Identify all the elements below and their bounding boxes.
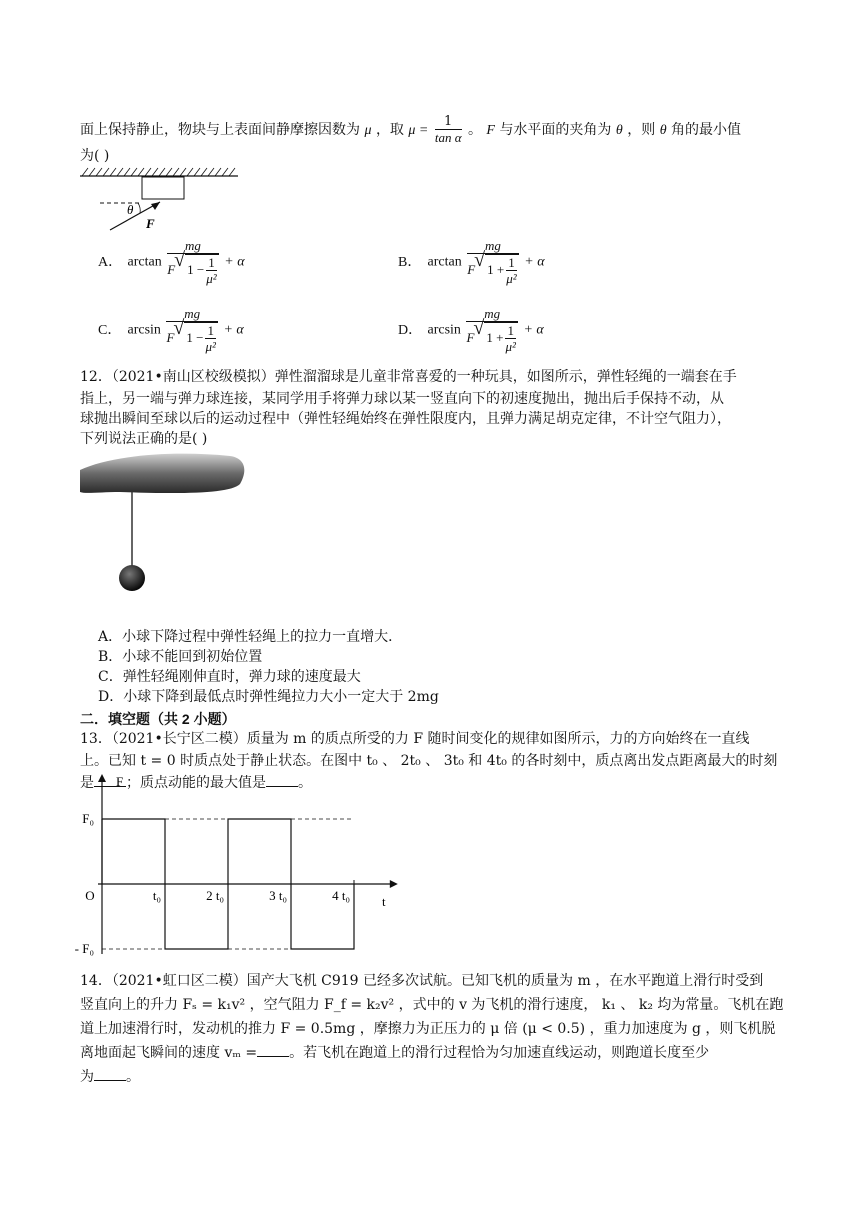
q13-text: 。 — [298, 775, 312, 791]
ytick-label: F₀ — [82, 811, 94, 826]
q12-option-c[interactable]: C．弹性轻绳刚伸直时，弹力球的速度最大 — [98, 669, 361, 685]
q11-stem-line2: 为( ) — [80, 148, 110, 164]
den-F: F — [166, 329, 175, 345]
x-axis-arrow — [390, 880, 398, 888]
theta-symbol: θ — [659, 123, 667, 138]
sqrt — [484, 322, 518, 355]
x-axis-label: t — [381, 894, 386, 909]
option-func: arctan — [127, 254, 162, 270]
figure-theta-label: θ — [127, 202, 134, 217]
origin-label: O — [85, 888, 95, 903]
mu-fraction — [435, 114, 462, 146]
force-arrowhead — [151, 202, 160, 210]
inner-den: μ² — [205, 339, 216, 354]
fraction-denominator: tan α — [434, 130, 462, 145]
q14-stem-line5 — [80, 1068, 140, 1086]
sqrt-inner: 1 + — [486, 329, 504, 345]
option-func: arcsin — [127, 322, 161, 338]
q14-stem-line3: 道上加速滑行时，发动机的推力 F = 0.5mg ，摩擦力为正压力的 μ 倍 (μ < 0.5) ，重力加速度为 g ，则飞机脱 — [80, 1021, 776, 1037]
q11-text: 面上保持静止，物块与上表面间静摩擦因数为 — [80, 122, 360, 138]
q14-text: 。 — [126, 1069, 140, 1085]
fraction-numerator: 1 — [435, 114, 462, 130]
q13-stem-line3 — [80, 774, 312, 792]
xtick-label: 4 t₀ — [332, 888, 350, 903]
option-fraction — [167, 238, 219, 287]
q12-stem-line3: 球抛出瞬间至球以后的运动过程中（弹性轻绳始终在弹性限度内，且弹力满足胡克定律，不计空气阻力）， — [80, 411, 731, 427]
q11-option-d[interactable] — [398, 306, 544, 355]
option-label: C． — [98, 322, 122, 338]
option-fraction — [467, 238, 519, 287]
sqrt-inner: 1 − — [187, 261, 205, 277]
mu-symbol: μ — [364, 123, 372, 138]
mu-equation: μ = — [408, 123, 429, 138]
den-F: F — [167, 261, 176, 277]
inner-num: 1 — [507, 323, 514, 338]
option-label: A． — [98, 254, 123, 270]
q12-stem-line2: 指上，另一端与弹力球连接，某同学用手将弹力球以某一竖直向下的初速度抛出，抛出后手保持不动，从 — [80, 391, 724, 407]
option-numerator: mg — [166, 306, 218, 322]
q13-text: ；质点动能的最大值是 — [126, 775, 266, 791]
q11-text: ，取 — [375, 122, 404, 138]
xtick-label: t₀ — [152, 888, 161, 903]
q12-option-b[interactable]: B．小球不能回到初始位置 — [98, 649, 263, 665]
q11-option-b[interactable] — [398, 238, 545, 287]
q14-text: 。若飞机在跑道上的滑行过程恰为匀加速直线运动，则跑道长度至少 — [289, 1045, 710, 1061]
sqrt-inner: 1 + — [487, 261, 505, 277]
inner-num: 1 — [208, 255, 215, 270]
option-numerator: mg — [167, 238, 219, 254]
q11-text: 与水平面的夹角为 — [499, 122, 612, 138]
inner-den: μ² — [206, 271, 217, 286]
q14-text: 离地面起飞瞬间的速度 vₘ = — [80, 1045, 258, 1061]
option-tail: + α — [224, 254, 245, 270]
q14-stem-line4 — [80, 1044, 709, 1062]
den-F: F — [467, 261, 476, 277]
ceiling-hatch — [82, 168, 235, 176]
option-denominator — [466, 322, 518, 355]
yoyo-ball-photo — [80, 448, 250, 593]
ball — [119, 565, 145, 591]
option-tail: + α — [223, 322, 244, 338]
option-denominator — [166, 322, 218, 355]
section-heading: 二．填空题（共 2 小题） — [80, 711, 236, 727]
inner-den: μ² — [505, 339, 516, 354]
q11-option-c[interactable] — [98, 306, 244, 355]
sqrt — [485, 254, 519, 287]
sqrt-inner: 1 − — [186, 329, 204, 345]
q11-option-a[interactable] — [98, 238, 245, 287]
y-axis-label: F — [116, 774, 124, 789]
q13-stem-line1: 13．（2021•长宁区二模）质量为 m 的质点所受的力 F 随时间变化的规律如图所示，力的方向始终在一直线 — [80, 731, 750, 747]
option-tail: + α — [523, 322, 544, 338]
option-tail: + α — [524, 254, 545, 270]
inner-num: 1 — [207, 323, 214, 338]
sqrt — [185, 254, 219, 287]
q11-figure — [80, 168, 245, 233]
force-symbol: F — [486, 123, 495, 138]
option-label: D． — [398, 322, 423, 338]
finger-shape — [80, 454, 244, 493]
q11-text: 。 — [467, 122, 482, 138]
den-F: F — [466, 329, 475, 345]
q12-stem-line1: 12．（2021•南山区校级模拟）弹性溜溜球是儿童非常喜爱的一种玩具，如图所示，弹性轻绳的一端套在手 — [80, 369, 737, 385]
angle-arc — [138, 203, 140, 213]
q11-text: 角的最小值 — [671, 122, 742, 138]
q14-text: 为 — [80, 1069, 94, 1085]
q14-stem-line2: 竖直向上的升力 Fₛ = k₁v² ，空气阻力 F_f = k₂v² ，式中的 v 为飞机的滑行速度， k₁ 、 k₂ 均为常量。飞机在跑 — [80, 997, 784, 1013]
option-fraction — [466, 306, 518, 355]
theta-symbol: θ — [615, 123, 623, 138]
option-label: B． — [398, 254, 422, 270]
sqrt — [184, 322, 218, 355]
option-func: arctan — [427, 254, 462, 270]
ytick-label: - F₀ — [74, 941, 94, 956]
answer-blank-4[interactable] — [94, 1068, 126, 1081]
inner-num: 1 — [508, 255, 515, 270]
q12-option-a[interactable]: A．小球下降过程中弹性轻绳上的拉力一直增大． — [98, 629, 403, 645]
q12-option-d[interactable]: D．小球下降到最低点时弹性绳拉力大小一定大于 2mg — [98, 689, 439, 705]
option-func: arcsin — [427, 322, 461, 338]
block — [142, 177, 184, 199]
answer-blank-2[interactable] — [266, 774, 298, 787]
q12-stem-line4: 下列说法正确的是( ) — [80, 431, 208, 447]
q14-stem-line1: 14．（2021•虹口区二模）国产大飞机 C919 已经多次试航。已知飞机的质量为 m ，在水平跑道上滑行时受到 — [80, 973, 764, 989]
option-fraction — [166, 306, 218, 355]
q13-text: 是 — [80, 775, 94, 791]
q11-stem-line1 — [80, 114, 741, 146]
q13-stem-line2: 上。已知 t = 0 时质点处于静止状态。在图中 t₀ 、 2t₀ 、 3t₀ 和 4t₀ 的各时刻中，质点离出发点距离最大的时刻 — [80, 753, 778, 769]
option-numerator: mg — [467, 238, 519, 254]
option-denominator — [167, 254, 219, 287]
option-numerator: mg — [466, 306, 518, 322]
figure-F-label: F — [146, 216, 155, 231]
q11-text: ，则 — [627, 122, 656, 138]
xtick-label: 2 t₀ — [206, 888, 224, 903]
xtick-label: 3 t₀ — [269, 888, 287, 903]
inner-den: μ² — [506, 271, 517, 286]
option-denominator — [467, 254, 519, 287]
answer-blank-3[interactable] — [257, 1044, 289, 1057]
